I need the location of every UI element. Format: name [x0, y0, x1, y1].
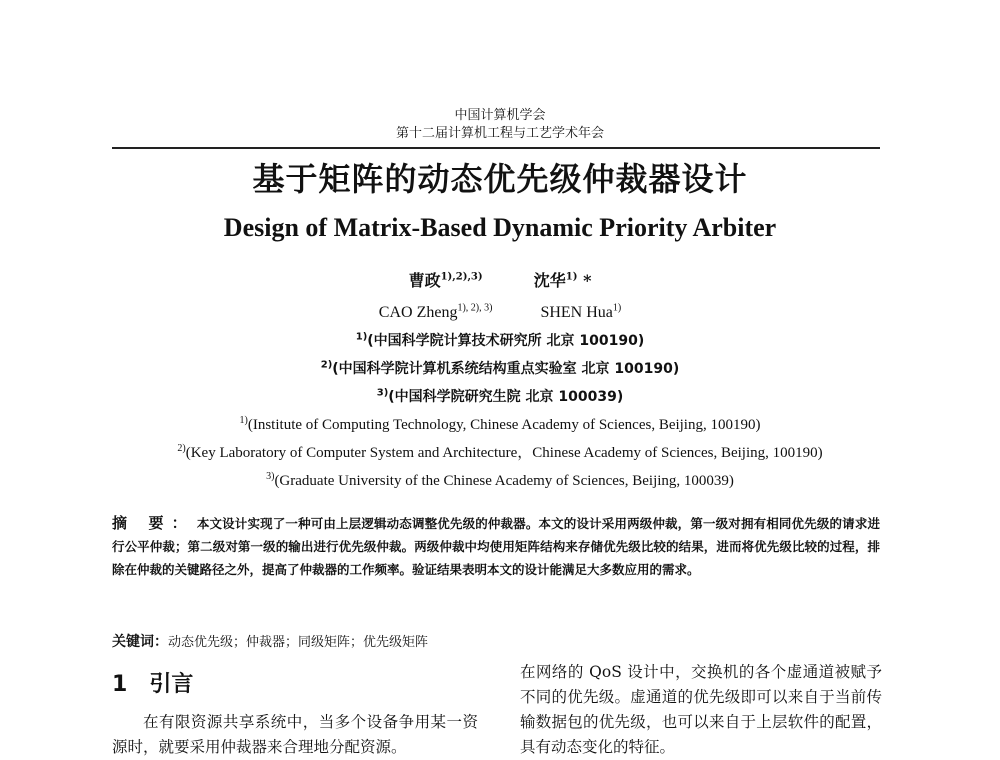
author-affil-sup: 1), 2), 3): [457, 302, 493, 314]
authors-chinese: [0, 270, 1000, 292]
affiliation-zh: $^{1)}$(中国科学院计算技术研究所 北京 100190): [355, 331, 645, 349]
title-english: Design of Matrix-Based Dynamic Priority Arbiter: [223, 213, 777, 242]
affiliation-en: $^{3)}$(Graduate University of the Chinese Academy of Sciences, Beijing, 100039): [266, 471, 734, 489]
section-heading: [112, 670, 193, 700]
title-chinese: 基于矩阵的动态优先级仲裁器设计: [252, 160, 748, 198]
keywords-text: 动态优先级；仲裁器；同级矩阵；优先级矩阵: [168, 635, 429, 650]
author-affil-sup: 1): [612, 302, 622, 314]
keywords-label: 关键词：: [112, 634, 168, 650]
keywords: [112, 632, 880, 653]
author-name: SHEN Hua: [540, 304, 613, 321]
section-number: 1: [112, 672, 128, 697]
affiliation-en: $^{2)}$(Key Laboratory of Computer System and Architecture，Chinese Academy of Sciences, Beijing, 100190): [177, 443, 823, 461]
abstract: [112, 512, 880, 581]
affiliation-zh: $^{3)}$(中国科学院研究生院 北京 100039): [376, 387, 624, 405]
body-paragraph-right: 在网络的 QoS 设计中，交换机的各个虚通道被赋予不同的优先级。虚通道的优先级即可以来自于当前传输数据包的优先级，也可以来自于上层软件的配置，具有动态变化的特征。: [520, 663, 882, 756]
body-paragraph-left: 在有限资源共享系统中，当多个设备争用某一资源时，就要采用仲裁器来合理地分配资源。: [112, 713, 478, 756]
corresponding-mark: *: [583, 271, 592, 290]
conference-event: 第十二届计算机工程与工艺学术年会: [395, 126, 604, 141]
author-name: 沈华: [533, 271, 566, 290]
header-rule: [112, 147, 880, 149]
abstract-label: 摘 要：: [112, 514, 195, 532]
authors-english: [0, 302, 1000, 324]
conference-org: 中国计算机学会: [454, 108, 546, 123]
author-affil-sup: 1),2),3): [440, 271, 483, 283]
affiliation-zh: $^{2)}$(中国科学院计算机系统结构重点实验室 北京 100190): [320, 359, 680, 377]
affiliation-en: $^{1)}$(Institute of Computing Technology, Chinese Academy of Sciences, Beijing, 100190): [239, 415, 761, 433]
author-name: 曹政: [408, 271, 441, 290]
abstract-text: 本文设计实现了一种可由上层逻辑动态调整优先级的仲裁器。本文的设计采用两级仲裁，第一级对拥有相同优先级的请求进行公平仲裁；第二级对第一级的输出进行优先级仲裁。两级仲裁中均使用矩阵结构来存储优先级比较的结果，进而将优先级比较的过程，排除在仲裁的关键路径之外，提高了仲裁器的工作频率。验证结果表明本文的设计能满足大多数应用的需求。: [112, 516, 880, 577]
author-affil-sup: 1): [565, 271, 578, 283]
section-title: 引言: [149, 672, 194, 697]
author-name: CAO Zheng: [378, 304, 458, 321]
